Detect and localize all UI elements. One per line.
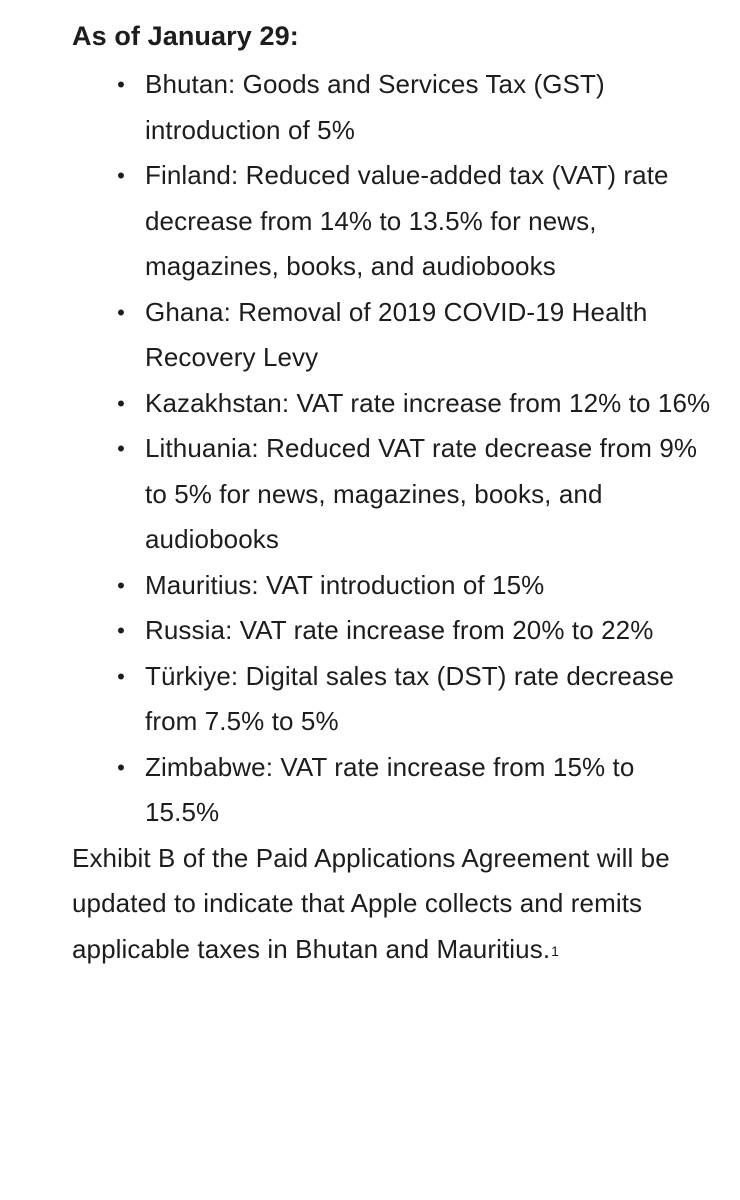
list-item-text: Bhutan: Goods and Services Tax (GST) introduction of 5%: [145, 69, 605, 145]
list-item: [72, 381, 712, 427]
bullet-icon: •: [117, 754, 125, 780]
list-item-text: Russia: VAT rate increase from 20% to 22%: [145, 615, 654, 645]
list-item: [72, 153, 712, 290]
list-item-text: Kazakhstan: VAT rate increase from 12% to 16%: [145, 387, 711, 418]
section-heading: As of January 29:: [72, 21, 299, 51]
tax-changes-list: [72, 62, 712, 836]
list-item-text: Türkiye: Digital sales tax (DST) rate decrease from 7.5% to 5%: [145, 660, 675, 736]
list-item: [72, 62, 712, 153]
list-item: [72, 608, 712, 654]
list-item-text: Ghana: Removal of 2019 COVID-19 Health Recovery Levy: [145, 296, 648, 372]
bullet-icon: •: [117, 299, 125, 325]
list-item: [72, 745, 712, 836]
bullet-icon: •: [117, 390, 125, 416]
list-item: [72, 290, 712, 381]
list-item: [72, 563, 712, 609]
article-content: [72, 18, 712, 972]
bullet-icon: •: [117, 72, 125, 97]
bullet-icon: •: [117, 436, 125, 461]
bullet-icon: •: [117, 663, 125, 689]
footnote-marker[interactable]: 1: [551, 942, 560, 959]
list-item: [72, 654, 712, 745]
list-item-text: Zimbabwe: VAT rate increase from 15% to 15.5%: [145, 751, 635, 827]
bullet-icon: •: [117, 572, 125, 598]
bullet-icon: •: [117, 163, 125, 188]
list-item: [72, 426, 712, 563]
footer-paragraph: [72, 836, 712, 973]
bullet-icon: •: [117, 618, 125, 643]
list-item-text: Finland: Reduced value-added tax (VAT) rate decrease from 14% to 13.5% for news, magazines, books, and audiobooks: [145, 160, 669, 281]
footer-text: Exhibit B of the Paid Applications Agreement will be updated to indicate that Apple collects and remits applicable taxes in Bhutan and Mauritius.: [72, 842, 670, 964]
list-item-text: Mauritius: VAT introduction of 15%: [145, 569, 545, 600]
list-item-text: Lithuania: Reduced VAT rate decrease from 9% to 5% for news, magazines, books, and audiobooks: [145, 433, 698, 554]
